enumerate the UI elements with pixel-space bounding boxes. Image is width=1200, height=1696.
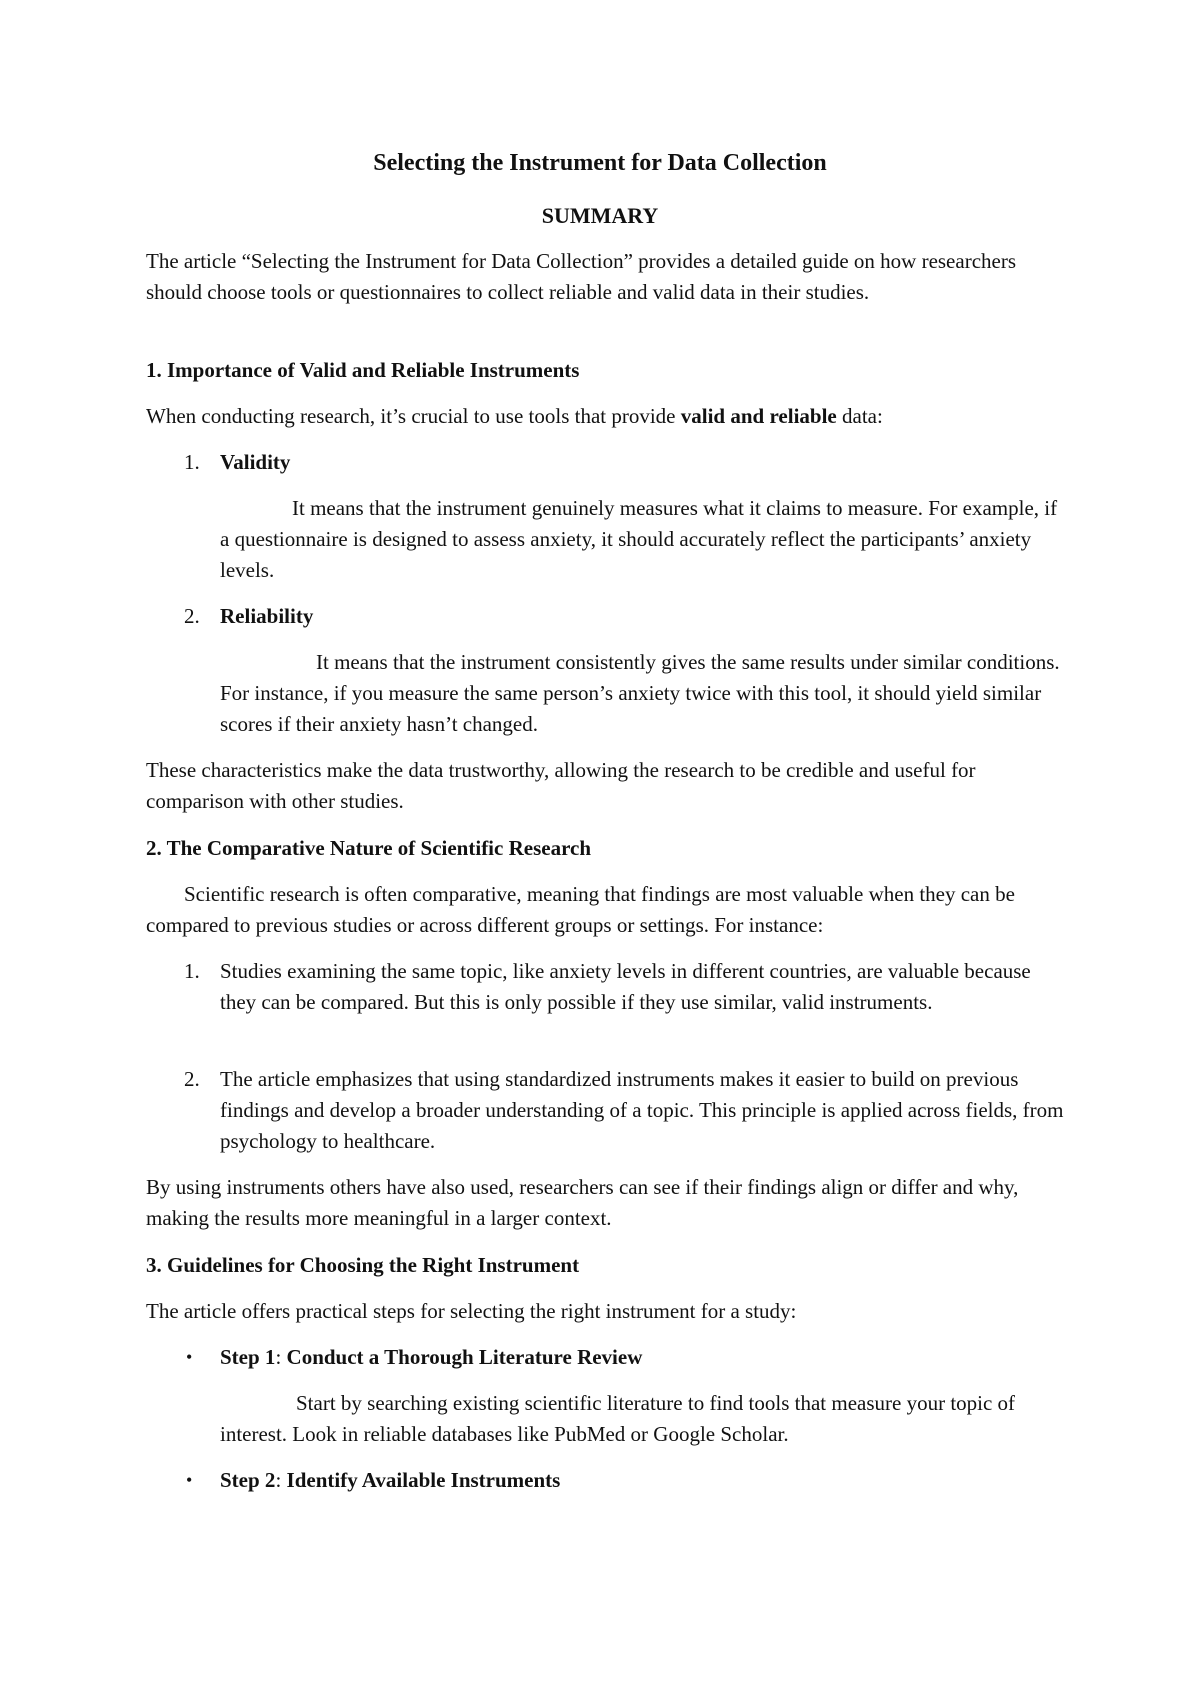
section-2-item: Studies examining the same topic, like anxiety levels in different countries, are valuable because they can be compared. But this is only possible if they use similar, valid instruments.	[220, 959, 1031, 1014]
section-1-heading: 1. Importance of Valid and Reliable Instruments	[146, 358, 580, 382]
step-1-description: Start by searching existing scientific literature to find tools that measure your topic of interest. Look in reliable databases like PubMed or Google Scholar.	[220, 1391, 1016, 1446]
validity-description: It means that the instrument genuinely measures what it claims to measure. For example, if a questionnaire is designed to assess anxiety, it should accurately reflect the participants’ anxiety levels.	[220, 496, 1058, 582]
section-1-lead: When conducting research, it’s crucial to use tools that provide valid and reliable data:	[146, 404, 883, 428]
section-3-heading: 3. Guidelines for Choosing the Right Instrument	[146, 1253, 580, 1277]
list-number: 2.	[184, 1067, 200, 1091]
section-2-closing: By using instruments others have also used, researchers can see if their findings align or differ and why, making the results more meaningful in a larger context.	[146, 1175, 1019, 1230]
list-number: 1.	[184, 959, 200, 983]
bullet-marker: •	[186, 1470, 193, 1490]
section-2-item: The article emphasizes that using standardized instruments makes it easier to build on previous findings and develop a broader understanding of a topic. This principle is applied across fields, from psychology to healthcare.	[220, 1067, 1064, 1153]
reliability-description: It means that the instrument consistently gives the same results under similar conditions. For instance, if you measure the same person’s anxiety twice with this tool, it should yield similar scores if their anxiety hasn’t changed.	[220, 650, 1060, 736]
validity-label: Validity	[220, 450, 291, 474]
step-1-heading: Step 1: Conduct a Thorough Literature Review	[220, 1345, 643, 1369]
list-number: 2.	[184, 604, 200, 628]
intro-paragraph: The article “Selecting the Instrument for Data Collection” provides a detailed guide on how researchers should choose tools or questionnaires to collect reliable and valid data in their studies.	[146, 249, 1017, 304]
step-2-heading: Step 2: Identify Available Instruments	[220, 1468, 561, 1492]
section-2-heading: 2. The Comparative Nature of Scientific Research	[146, 836, 592, 860]
summary-heading: SUMMARY	[541, 203, 659, 228]
section-3-lead: The article offers practical steps for selecting the right instrument for a study:	[146, 1299, 797, 1323]
document-title: Selecting the Instrument for Data Collection	[373, 150, 827, 176]
section-1-lead-bold: valid and reliable	[680, 404, 837, 428]
section-1-closing: These characteristics make the data trustworthy, allowing the research to be credible and useful for comparison with other studies.	[146, 758, 976, 813]
section-2-lead: Scientific research is often comparative, meaning that findings are most valuable when they can be compared to previous studies or across different groups or settings. For instance:	[146, 882, 1015, 937]
reliability-label: Reliability	[220, 604, 314, 628]
list-number: 1.	[184, 450, 200, 474]
bullet-marker: •	[186, 1347, 193, 1367]
